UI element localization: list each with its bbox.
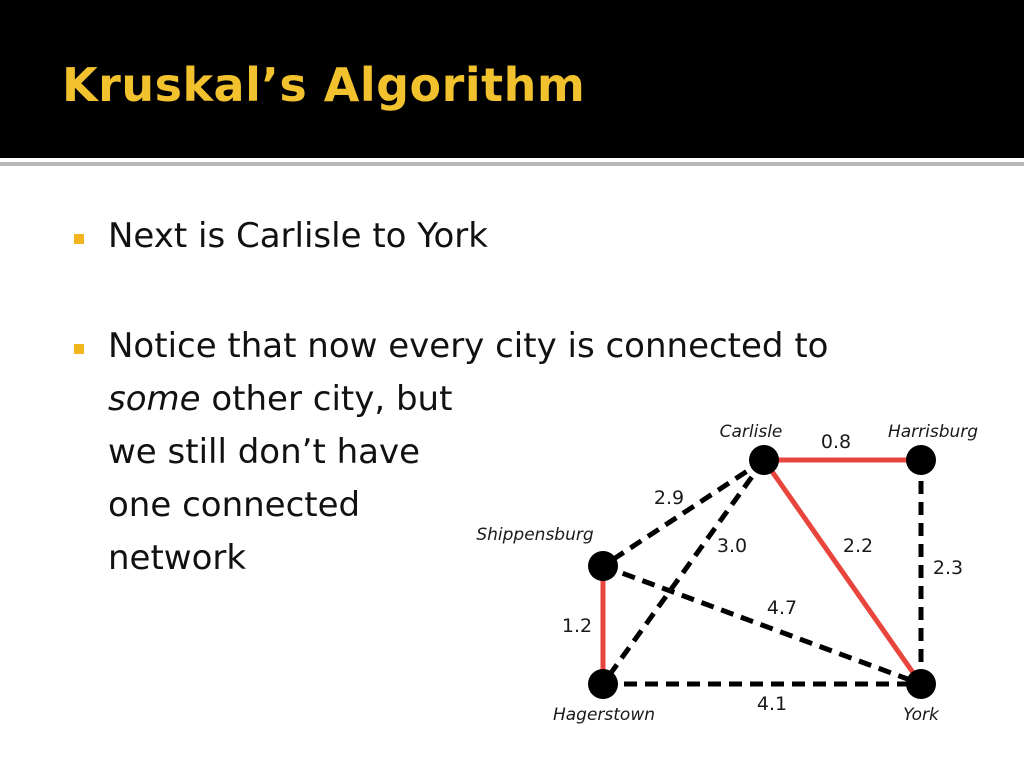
edge-weight-carlisle-york: 2.2	[842, 535, 874, 557]
edge-weight-shippensburg-york: 4.7	[766, 597, 798, 619]
bullet-2-line-2-rest: other city, but	[200, 379, 453, 419]
node-carlisle	[749, 445, 779, 475]
bullet-2-line-1: Notice that now every city is connected to	[108, 326, 829, 366]
bullet-2-line-3: we still don’t have	[108, 432, 421, 472]
node-label-hagerstown: Hagerstown	[552, 705, 656, 725]
edge-weight-carlisle-shippensburg: 2.9	[653, 487, 685, 509]
bullet-2-line-4: one connected	[108, 485, 361, 525]
edge-carlisle-york	[764, 460, 921, 684]
node-label-carlisle: Carlisle	[719, 422, 783, 442]
node-york	[906, 669, 936, 699]
node-harrisburg	[906, 445, 936, 475]
edge-weight-carlisle-harrisburg: 0.8	[820, 431, 852, 453]
bullet-2-line-5: network	[108, 538, 247, 578]
node-hagerstown	[588, 669, 618, 699]
nodes-layer	[588, 445, 936, 699]
node-label-shippensburg: Shippensburg	[476, 525, 594, 545]
emphasis-some: some	[108, 379, 201, 419]
edge-weight-hagerstown-york: 4.1	[756, 693, 788, 715]
edge-shippensburg-york	[603, 566, 921, 684]
edge-weight-carlisle-hagerstown: 3.0	[716, 535, 748, 557]
edges-layer	[603, 460, 921, 684]
bullet-text-1: Next is Carlisle to York	[108, 216, 488, 256]
node-shippensburg	[588, 551, 618, 581]
node-label-york: York	[903, 705, 939, 725]
edge-weight-harrisburg-york: 2.3	[932, 557, 964, 579]
node-label-harrisburg: Harrisburg	[887, 422, 979, 442]
edge-weight-shippensburg-hagerstown: 1.2	[561, 615, 593, 637]
slide-title: Kruskal’s Algorithm	[62, 58, 586, 112]
